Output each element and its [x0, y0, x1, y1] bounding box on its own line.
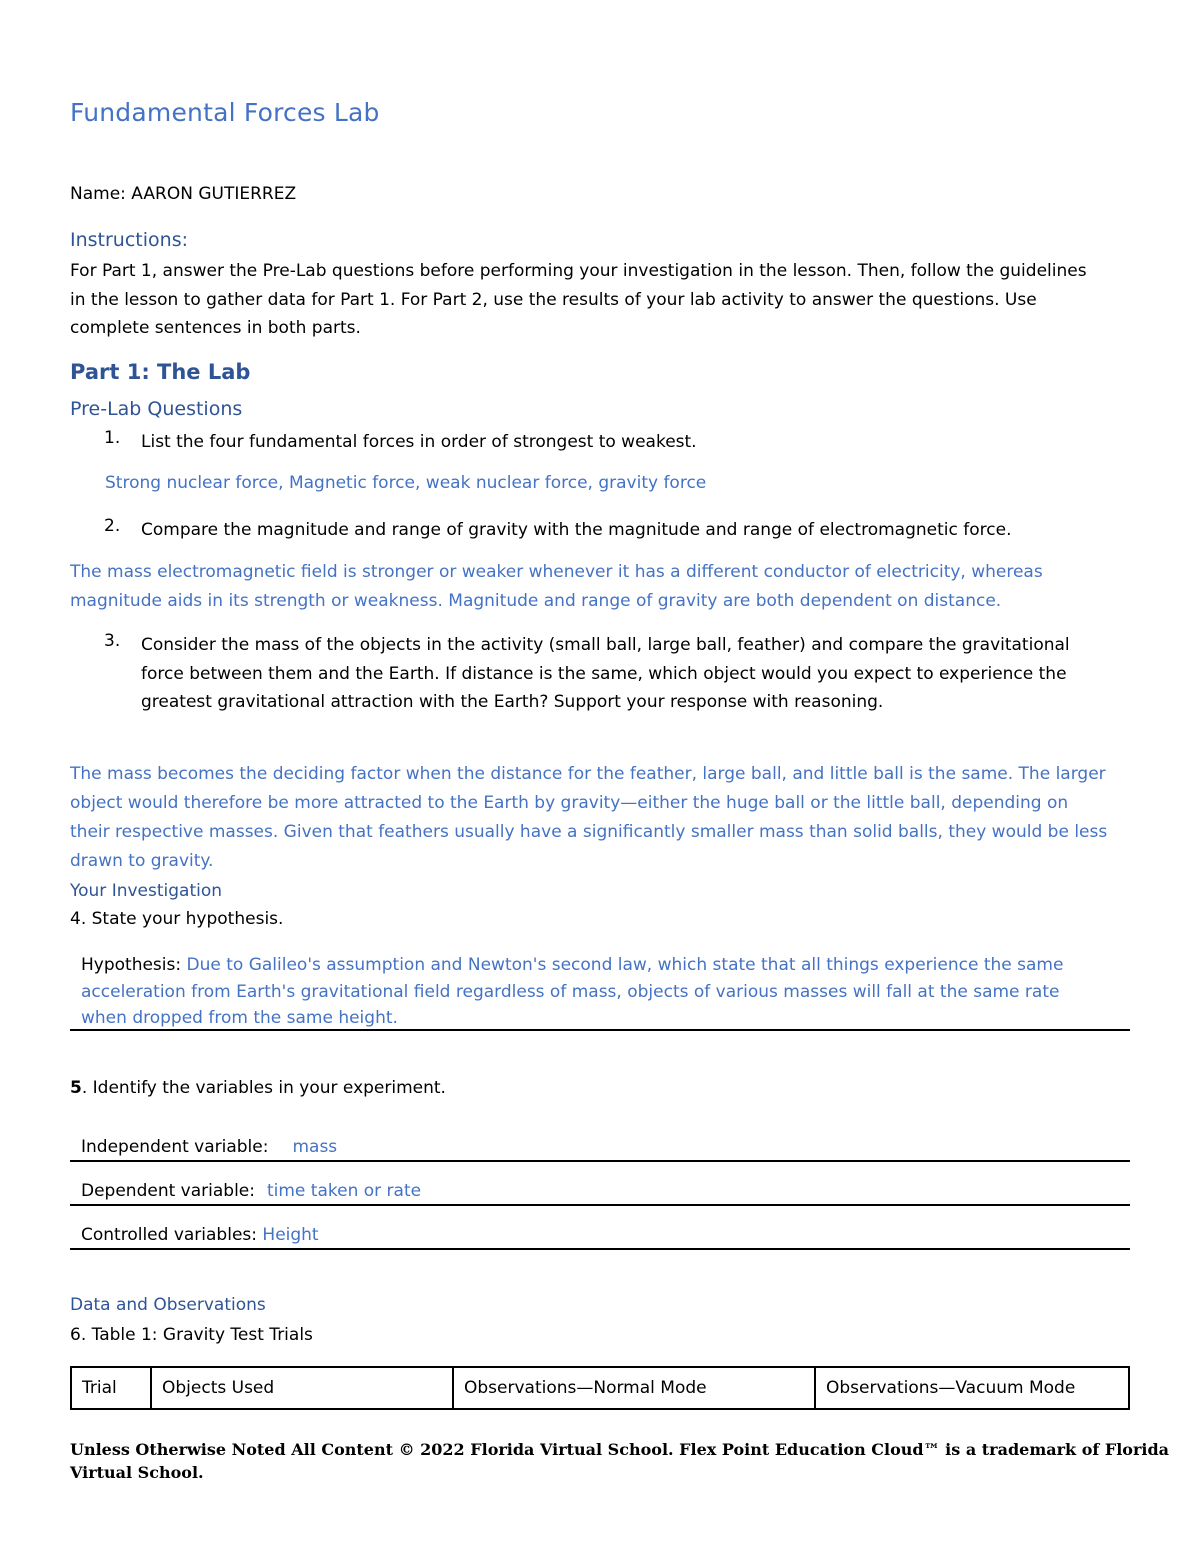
hypothesis-underline — [70, 1029, 1130, 1031]
name-label: Name: — [70, 184, 132, 204]
answer-1: Strong nuclear force, Magnetic force, weak nuclear force, gravity force — [105, 473, 707, 493]
question-2 — [0, 516, 1200, 546]
controlled-label: Controlled variables: — [81, 1225, 263, 1245]
table-header-row — [71, 1367, 1129, 1409]
instructions-line: For Part 1, answer the Pre-Lab questions before performing your investigation in the lesson. Then, follow the guidelines — [70, 261, 1087, 281]
controlled-variables-row — [81, 1225, 319, 1245]
question-number: 1. — [104, 428, 121, 448]
controlled-value: Height — [262, 1225, 319, 1245]
question-line: greatest gravitational attraction with the Earth? Support your response with reasoning. — [141, 692, 884, 712]
dependent-variable-row — [81, 1181, 421, 1201]
prelab-heading: Pre-Lab Questions — [70, 398, 243, 420]
independent-variable-row — [81, 1137, 337, 1157]
hypothesis-line: acceleration from Earth's gravitational field regardless of mass, objects of various masses will fall at the same rate — [81, 981, 1060, 1002]
hypothesis-line: Due to Galileo's assumption and Newton's second law, which state that all things experience the same — [186, 955, 1064, 975]
answer-2 — [70, 558, 1140, 615]
table-header-cell: Trial — [71, 1367, 151, 1409]
footer-line: Unless Otherwise Noted All Content © 2022 Florida Virtual School. Flex Point Education Cloud™ is a trademark of Florida — [70, 1440, 1170, 1459]
answer-line: object would therefore be more attracted to the Earth by gravity—either the huge ball or the little ball, depending on — [70, 793, 1069, 813]
answer-3 — [70, 760, 1140, 876]
independent-underline — [70, 1160, 1130, 1162]
name-value: AARON GUTIERREZ — [131, 184, 297, 204]
answer-line: magnitude aids in its strength or weakness. Magnitude and range of gravity are both dependent on distance. — [70, 590, 1002, 611]
hypothesis-label: Hypothesis: — [81, 955, 187, 975]
table-caption: 6. Table 1: Gravity Test Trials — [70, 1325, 313, 1345]
gravity-test-table — [70, 1366, 1130, 1410]
question-number: 3. — [104, 631, 121, 651]
instructions-paragraph — [70, 257, 1140, 343]
copyright-footer — [70, 1438, 1170, 1484]
hypothesis-block — [81, 952, 1131, 1032]
dependent-underline — [70, 1204, 1130, 1206]
controlled-underline — [70, 1248, 1130, 1250]
question-1 — [0, 428, 1200, 458]
question-text: Compare the magnitude and range of gravity with the magnitude and range of electromagnetic force. — [141, 520, 1012, 540]
table-header-cell: Observations—Vacuum Mode — [815, 1367, 1129, 1409]
investigation-heading: Your Investigation — [70, 881, 223, 901]
question-number: 5 — [70, 1078, 82, 1098]
answer-line: The mass electromagnetic field is stronger or weaker whenever it has a different conductor of electricity, whereas — [70, 562, 1043, 582]
independent-value: mass — [292, 1137, 338, 1157]
question-line: Consider the mass of the objects in the activity (small ball, large ball, feather) and compare the gravitational — [141, 635, 1070, 655]
instructions-line: complete sentences in both parts. — [70, 318, 361, 338]
hypothesis-line: when dropped from the same height. — [81, 1008, 398, 1028]
document-title: Fundamental Forces Lab — [70, 98, 380, 127]
question-4: 4. State your hypothesis. — [70, 909, 284, 929]
dependent-label: Dependent variable: — [81, 1181, 255, 1201]
answer-line: drawn to gravity. — [70, 851, 214, 871]
question-text: . Identify the variables in your experiment. — [81, 1078, 446, 1098]
table-header-cell: Objects Used — [151, 1367, 453, 1409]
instructions-heading: Instructions: — [70, 229, 188, 251]
part1-heading: Part 1: The Lab — [70, 360, 251, 384]
question-5 — [70, 1078, 446, 1098]
dependent-value: time taken or rate — [266, 1181, 422, 1201]
data-heading: Data and Observations — [70, 1295, 266, 1315]
instructions-line: in the lesson to gather data for Part 1. For Part 2, use the results of your lab activity to answer the questions. Use — [70, 289, 1037, 310]
footer-line: Virtual School. — [70, 1463, 204, 1482]
question-line: force between them and the Earth. If distance is the same, which object would you expect to experience the — [141, 663, 1067, 684]
answer-line: their respective masses. Given that feathers usually have a significantly smaller mass than solid balls, they would be less — [70, 822, 1108, 842]
question-3 — [0, 631, 1200, 721]
answer-line: The mass becomes the deciding factor when the distance for the feather, large ball, and little ball is the same. The larger — [70, 764, 1106, 784]
independent-label: Independent variable: — [81, 1137, 269, 1157]
question-number: 2. — [104, 516, 121, 536]
table-header-cell: Observations—Normal Mode — [453, 1367, 815, 1409]
question-text — [141, 631, 1131, 717]
question-text: List the four fundamental forces in order of strongest to weakest. — [141, 432, 697, 452]
student-name-line — [70, 184, 296, 204]
